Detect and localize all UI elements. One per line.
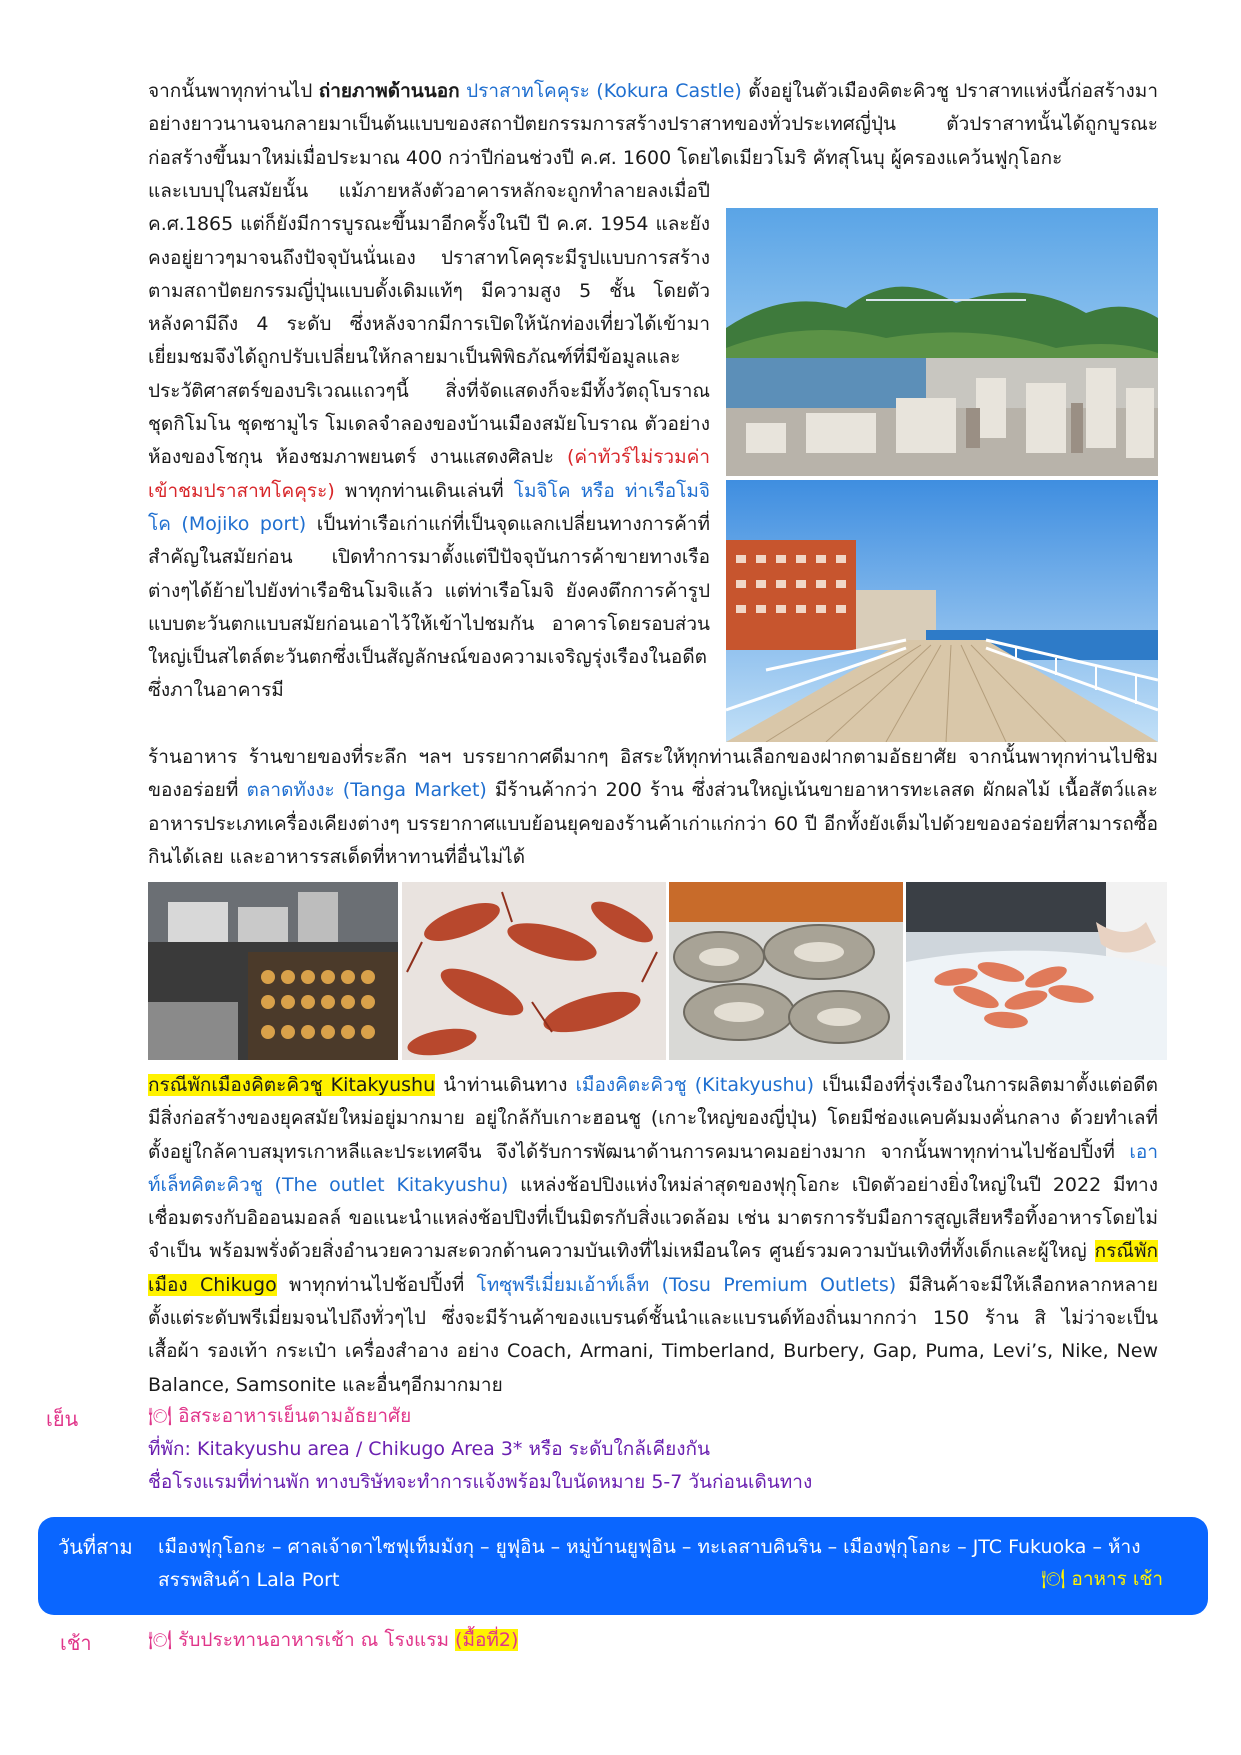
oysters-illustration bbox=[669, 882, 903, 1060]
text-bold: ถ่ายภาพด้านนอก bbox=[318, 80, 460, 102]
mojiko-boardwalk-photo bbox=[726, 480, 1158, 742]
breakfast-text: 🍽 รับประทานอาหารเช้า ณ โรงแรม bbox=[148, 1629, 456, 1651]
tosu-outlets-name: โทซุพรีเมี่ยมเอ้าท์เล็ท (Tosu Premium Outlets) bbox=[476, 1273, 897, 1296]
boardwalk-photo-illustration bbox=[726, 480, 1158, 742]
kitakyushu-stay-option: กรณีพักเมืองคิตะคิวชู Kitakyushu bbox=[148, 1074, 436, 1096]
lobster-photo bbox=[402, 882, 666, 1060]
text: จากนั้นพาทุกท่านไป bbox=[148, 80, 319, 102]
shrimp-on-ice-photo bbox=[906, 882, 1167, 1060]
mojiko-port-name: โมจิโค หรือ ท่าเรือโมจิโค (Mojiko port) bbox=[148, 479, 710, 535]
hotel-info: ที่พัก: Kitakyushu area / Chikugo Area 3* หรือ ระดับใกล้เคียงกัน bbox=[148, 1438, 710, 1460]
day-three-label: วันที่สาม bbox=[58, 1535, 133, 1559]
kokura-intro-paragraph bbox=[148, 75, 1158, 175]
city-shopping-paragraph bbox=[148, 1069, 1158, 1402]
lobster-illustration bbox=[402, 882, 666, 1060]
text: เป็นเมืองที่รุ่งเรืองในการผลิตมาตั้งแต่อดีต มีสิ่งก่อสร้างของยุคสมัยใหม่อยู่มากมาย อยู่ใกล้กับเกาะฮอนชู (เกาะใหญ่ของญี่ปุ่น) โดยมีช่องแคบคัมมงคั่นกลาง ด้วยทำเลที่ตั้งอยู่ใกล้คาบสมุทรเกาหลีและประเทศจีน จึงได้รับการพัฒนาด้านการคมนาคมอย่างมาก จากนั้นพาทุกท่านไปช้อปปิ้งที่ bbox=[148, 1074, 1158, 1163]
text: พาทุกท่านเดินเล่นที่ bbox=[334, 479, 514, 502]
text: แหล่งช้อปปิงแห่งใหม่ล่าสุดของฟุกุโอกะ เปิดตัวอย่างยิ่งใหญ่ในปี 2022 มีทางเชื่อมตรงกับอิออนมอลล์ ขอแนะนำแหล่งช้อปปิงที่เป็นมิตรกับสิ่งแวดล้อม เช่น มาตรการรับมือการสูญเสียหรือทิ้งอาหารโดยไม่จำเป็น พร้อมพรั่งด้วยสิ่งอำนวยความสะดวกด้านความบันเทิงที่ไม่เหมือนใคร ศูนย์รวมความบันเทิงที่ทั้งเด็กและผู้ใหญ่ bbox=[148, 1173, 1158, 1263]
day-three-banner bbox=[38, 1517, 1208, 1615]
meal-number: (มื้อที่2) bbox=[455, 1629, 519, 1651]
text: เป็นท่าเรือเก่าแก่ที่เป็นจุดแลกเปลี่ยนทางการค้าที่สำคัญในสมัยก่อน เปิดทำการมาตั้งแต่ปีปัจจุบันการค้าขายทางเรือต่างๆได้ย้ายไปยังท่าเรือชินโมจิแล้ว แต่ท่าเรือโมจิ ยังคงตึกการค้ารูปแบบตะวันตกแบบสมัยก่อนเอาไว้ให้เข้าไปชมกัน อาคารโดยรอบส่วนใหญ่เป็นสไตล์ตะวันตกซึ่งเป็นสัญลักษณ์ของความเจริญรุ่งเรืองในอดีต ซึ่งภาในอาคารมี bbox=[148, 512, 710, 702]
text: ตั้งอยู่ในตัวเมืองคิตะคิวชู ปราสาทแห่งนี้ก่อสร้างมาอย่างยาวนานจนกลายมาเป็นต้นแบบของสถาปัตยกรรมการสร้างปราสาทของทั่วประเทศญี่ปุ่น ตัวปราสาทนั้นได้ถูกบูรณะก่อสร้างขึ้นมาใหม่เมื่อประมาณ 400 กว่าปีก่อนช่วงปี ค.ศ. 1600 โดยไดเมียวโมริ คัทสุโนบุ ผู้ครองแคว้นฟูกุโอกะ bbox=[148, 80, 1158, 169]
text: ร้านอาหาร ร้านขายของที่ระลึก ฯลฯ บรรยากาศดีมากๆ อิสระให้ทุกท่านเลือกของฝากตามอัธยาศัย จากนั้นพาทุกท่านไปชิมของอร่อยที่ bbox=[148, 746, 1158, 802]
shrimp-illustration bbox=[906, 882, 1167, 1060]
dinner-note: 🍽 อิสระอาหารเย็นตามอัธยาศัย bbox=[148, 1405, 412, 1427]
text: มีสินค้าจะมีให้เลือกหลากหลายตั้งแต่ระดับพรีเมี่ยมจนไปถึงทั่วๆไป ซึ่งจะมีร้านค้าของแบรนด์ชั้นนำและแบรนด์ท้องถิ่นมากกว่า 150 ร้าน สิ ไม่ว่าจะเป็นเสื้อผ้า รองเท้า กระเป๋า เครื่องสำอาง อย่าง Coach, Armani, Timberland, Burbery, Gap, Puma, Levi’s, Nike, New Balance, Samsonite และอื่นๆอีกมากมาย bbox=[148, 1273, 1158, 1396]
admission-note: (ค่าทัวร์ไม่รวมค่าเข้าชมปราสาทโคคุระ) bbox=[148, 446, 710, 502]
evening-label: เย็น bbox=[46, 1407, 79, 1431]
outlet-kitakyushu-name: เอาท์เล็ทคิตะคิวชู (The outlet Kitakyushu) bbox=[148, 1140, 1158, 1196]
takoyaki-illustration bbox=[148, 882, 398, 1060]
aerial-photo-illustration bbox=[726, 208, 1158, 476]
takoyaki-stall-photo bbox=[148, 882, 398, 1060]
morning-label: เช้า bbox=[60, 1631, 92, 1655]
chikugo-stay-option: กรณีพักเมือง Chikugo bbox=[148, 1240, 1158, 1296]
day-three-route: เมืองฟุกุโอกะ – ศาลเจ้าดาไซฟุเท็มมังกุ – ยูฟุอิน – หมู่บ้านยูฟุอิน – ทะเลสาบคินริน – เมืองฟุกุโอกะ – JTC Fukuoka – ห้างสรรพสินค้า Lala Port bbox=[158, 1536, 1141, 1591]
breakfast-note bbox=[148, 1624, 1158, 1657]
text: นำท่านเดินทาง bbox=[435, 1074, 576, 1096]
kokura-castle-name: ปราสาทโคคุระ (Kokura Castle) bbox=[466, 80, 742, 102]
oysters-photo bbox=[669, 882, 903, 1060]
day-three-meals: 🍽 อาหาร เช้า bbox=[1041, 1568, 1163, 1590]
kitakyushu-aerial-photo bbox=[726, 208, 1158, 476]
kokura-mojiko-paragraph bbox=[148, 175, 710, 708]
text: และเบบปุในสมัยนั้น แม้ภายหลังตัวอาคารหลักจะถูกทำลายลงเมื่อปี ค.ศ.1865 แต่ก็ยังมีการบูรณะขึ้นมาอีกครั้งในปี ปี ค.ศ. 1954 และยังคงอยู่ยาวๆมาจนถึงปัจจุบันนั่นเอง ปราสาทโคคุระมีรูปแบบการสร้างตามสถาปัตยกรรมญี่ปุ่นแบบดั้งเดิมแท้ๆ มีความสูง 5 ชั้น โดยตัวหลังคามีถึง 4 ระดับ ซึ่งหลังจากมีการเปิดให้นักท่องเที่ยวได้เข้ามาเยี่ยมชมจึงได้ถูกปรับเปลี่ยนให้กลายมาเป็นพิพิธภัณฑ์ที่มีข้อมูลและประวัติศาสตร์ของบริเวณแถวๆนี้ สิ่งที่จัดแสดงก็จะมีทั้งวัตถุโบราณ ชุดกิโมโน ชุดซามูไร โมเดลจำลองของบ้านเมืองสมัยโบราณ ตัวอย่างห้องของโชกุน ห้องชมภาพยนตร์ งานแสดงศิลปะ bbox=[148, 180, 710, 469]
kitakyushu-city-name: เมืองคิตะคิวชู (Kitakyushu) bbox=[575, 1074, 815, 1096]
tanga-market-paragraph bbox=[148, 741, 1158, 874]
hotel-notice: ชื่อโรงแรมที่ท่านพัก ทางบริษัทจะทำการแจ้งพร้อมใบนัดหมาย 5-7 วันก่อนเดินทาง bbox=[148, 1471, 813, 1493]
text: มีร้านค้ากว่า 200 ร้าน ซึ่งส่วนใหญ่เน้นขายอาหารทะเลสด ผักผลไม้ เนื้อสัตว์และอาหารประเภทเครื่องเคียงต่างๆ บรรยากาศแบบย้อนยุคของร้านค้าเก่าแก่กว่า 60 ปี อีกทั้งยังเต็มไปด้วยของอร่อยที่สามารถซื้อกินได้เลย และอาหารรสเด็ดที่หาทานที่อื่นไม่ได้ bbox=[148, 779, 1158, 868]
tanga-market-name: ตลาดทังงะ (Tanga Market) bbox=[246, 779, 487, 802]
text: พาทุกท่านไปช้อปปิ้งที่ bbox=[276, 1273, 477, 1296]
